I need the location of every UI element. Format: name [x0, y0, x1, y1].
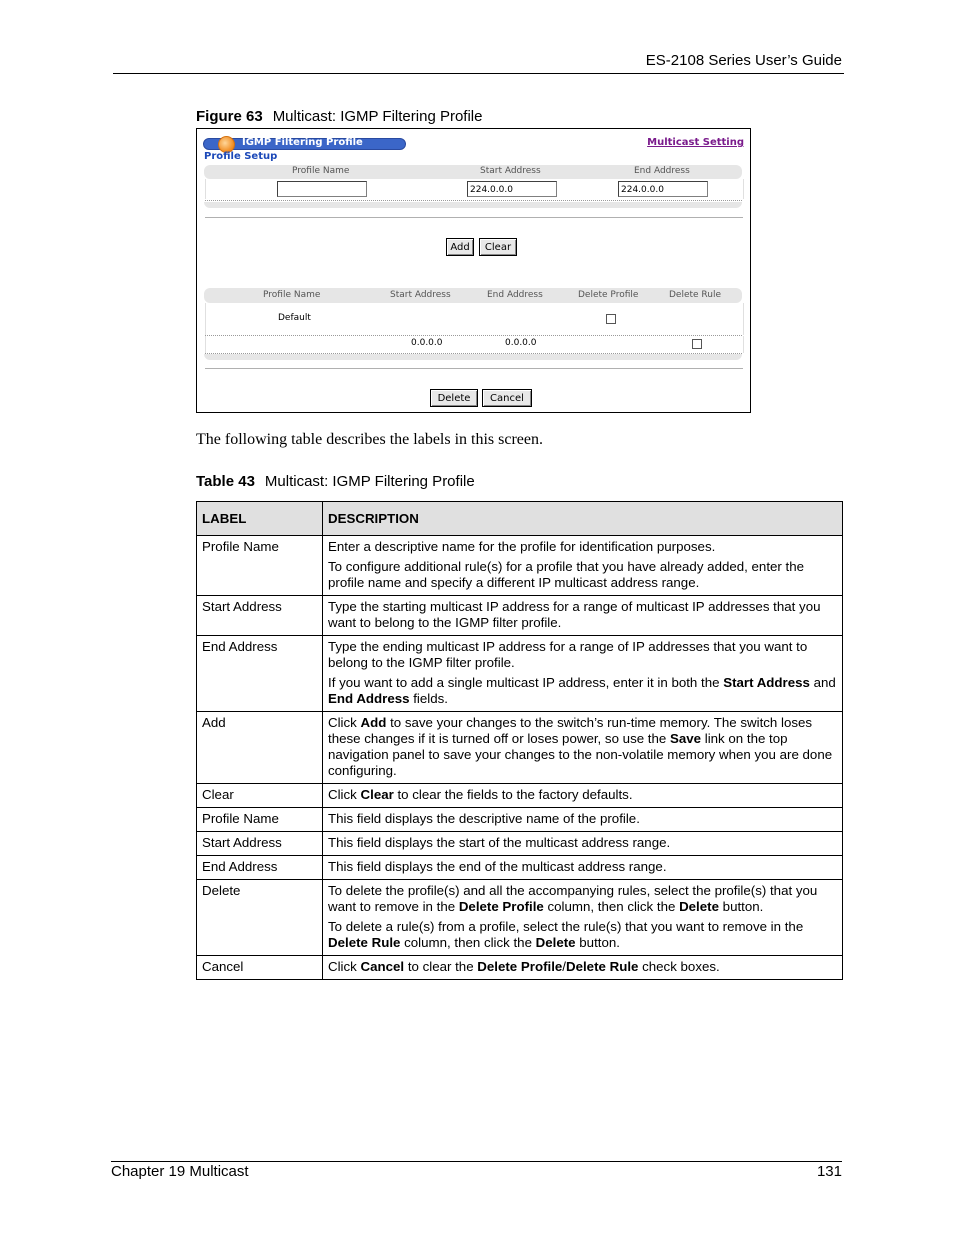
- page-number: 131: [816, 1163, 842, 1180]
- row-profile-name: Default: [278, 313, 311, 323]
- description-text: Click Clear to clear the fields to the factory defaults.: [328, 787, 633, 802]
- intro-text: The following table describes the labels in this screen.: [196, 431, 544, 448]
- table-row: [197, 956, 843, 980]
- list-col-end-address: End Address: [487, 290, 543, 300]
- row-description: [323, 712, 843, 784]
- description-text: Enter a descriptive name for the profile for identification purposes.: [328, 539, 716, 554]
- list-row: [205, 336, 744, 353]
- row-description: [323, 808, 843, 832]
- description-text: To delete a rule(s) from a profile, select the rule(s) that you want to remove in the Delete Rule column, then click the Delete button.: [328, 919, 804, 950]
- col-start-address: Start Address: [480, 166, 541, 176]
- table-title: Multicast: IGMP Filtering Profile: [264, 473, 475, 490]
- row-description: [323, 832, 843, 856]
- header-label: LABEL: [197, 502, 323, 536]
- footer-divider: [111, 1161, 842, 1162]
- row-description: [323, 784, 843, 808]
- start-address-input[interactable]: 224.0.0.0: [467, 181, 557, 197]
- profile-name-input[interactable]: [277, 181, 367, 197]
- row-label: Clear: [197, 784, 323, 808]
- row-description: [323, 536, 843, 596]
- table-header-row: [197, 502, 843, 536]
- row-description: [323, 596, 843, 636]
- description-text: If you want to add a single multicast IP address, enter it in both the Start Address and End Address fields.: [328, 675, 836, 706]
- delete-profile-checkbox[interactable]: [606, 314, 616, 324]
- description-text: To configure additional rule(s) for a profile that you have already added, enter the profile name and specify a different IP multicast address range.: [328, 559, 805, 590]
- footer-chapter: Chapter 19 Multicast: [111, 1163, 249, 1180]
- list-row: [205, 303, 744, 335]
- description-text: This field displays the end of the multicast address range.: [328, 859, 667, 874]
- description-text: Type the starting multicast IP address for a range of multicast IP addresses that you want to belong to the IGMP filter profile.: [328, 599, 821, 630]
- row-label: Add: [197, 712, 323, 784]
- row-description: [323, 880, 843, 956]
- description-text: This field displays the start of the multicast address range.: [328, 835, 671, 850]
- table-number: Table 43: [196, 473, 255, 490]
- table-row: [197, 596, 843, 636]
- delete-button[interactable]: Delete: [430, 389, 478, 407]
- row-start-address: 0.0.0.0: [411, 338, 443, 348]
- list-footer-band: [204, 354, 742, 360]
- description-text: Click Cancel to clear the Delete Profile/Delete Rule check boxes.: [328, 959, 720, 974]
- figure-caption: [196, 108, 482, 125]
- guide-title: ES-2108 Series User’s Guide: [645, 52, 842, 69]
- table-row: [197, 880, 843, 956]
- row-description: [323, 636, 843, 712]
- table-row: [197, 536, 843, 596]
- panel-title: IGMP Filtering Profile: [242, 137, 363, 148]
- list-header-band: [204, 288, 742, 303]
- cancel-button[interactable]: Cancel: [482, 389, 532, 407]
- section-divider: [205, 368, 743, 369]
- list-col-profile-name: Profile Name: [263, 290, 321, 300]
- list-col-delete-rule: Delete Rule: [669, 290, 722, 300]
- row-label: Start Address: [197, 832, 323, 856]
- table-row: [197, 784, 843, 808]
- figure-title: Multicast: IGMP Filtering Profile: [272, 108, 483, 125]
- table-caption: [196, 473, 475, 490]
- header-description: DESCRIPTION: [323, 502, 843, 536]
- row-label: Cancel: [197, 956, 323, 980]
- table-row: [197, 856, 843, 880]
- section-divider: [205, 217, 743, 218]
- description-text: Type the ending multicast IP address for a range of IP addresses that you want to belong to the IGMP filter profile.: [328, 639, 808, 670]
- row-label: Profile Name: [197, 536, 323, 596]
- delete-rule-checkbox[interactable]: [692, 339, 702, 349]
- row-label: Start Address: [197, 596, 323, 636]
- section-title: Profile Setup: [204, 151, 278, 162]
- table-row: [197, 712, 843, 784]
- col-end-address: End Address: [634, 166, 690, 176]
- table-row: [197, 832, 843, 856]
- table-row: [197, 808, 843, 832]
- list-col-delete-profile: Delete Profile: [578, 290, 639, 300]
- dotted-separator: [205, 200, 742, 201]
- setup-footer-band: [204, 202, 742, 208]
- row-label: Profile Name: [197, 808, 323, 832]
- setup-header-band: [204, 165, 742, 179]
- description-text: This field displays the descriptive name of the profile.: [328, 811, 640, 826]
- description-table: [196, 501, 843, 980]
- row-description: [323, 856, 843, 880]
- panel-title-bar: [203, 138, 406, 150]
- row-label: End Address: [197, 856, 323, 880]
- table-row: [197, 636, 843, 712]
- add-button[interactable]: Add: [446, 238, 474, 256]
- description-text: To delete the profile(s) and all the accompanying rules, select the profile(s) that you want to remove in the Delete Profile column, then click the Delete button.: [328, 883, 818, 914]
- description-text: Click Add to save your changes to the switch’s run-time memory. The switch loses these changes if it is turned off or loses power, so use the Save link on the top navigation panel to save your changes to the non-volatile memory when you are done configuring.: [328, 715, 833, 778]
- row-label: Delete: [197, 880, 323, 956]
- row-description: [323, 956, 843, 980]
- header-divider: [113, 73, 844, 74]
- row-label: End Address: [197, 636, 323, 712]
- col-profile-name: Profile Name: [292, 166, 350, 176]
- end-address-input[interactable]: 224.0.0.0: [618, 181, 708, 197]
- figure-number: Figure 63: [196, 108, 263, 125]
- multicast-setting-link[interactable]: Multicast Setting: [647, 137, 744, 148]
- setup-input-row: [205, 179, 744, 199]
- igmp-filtering-profile-screenshot: [196, 128, 751, 413]
- clear-button[interactable]: Clear: [479, 238, 517, 256]
- row-end-address: 0.0.0.0: [505, 338, 537, 348]
- list-col-start-address: Start Address: [390, 290, 451, 300]
